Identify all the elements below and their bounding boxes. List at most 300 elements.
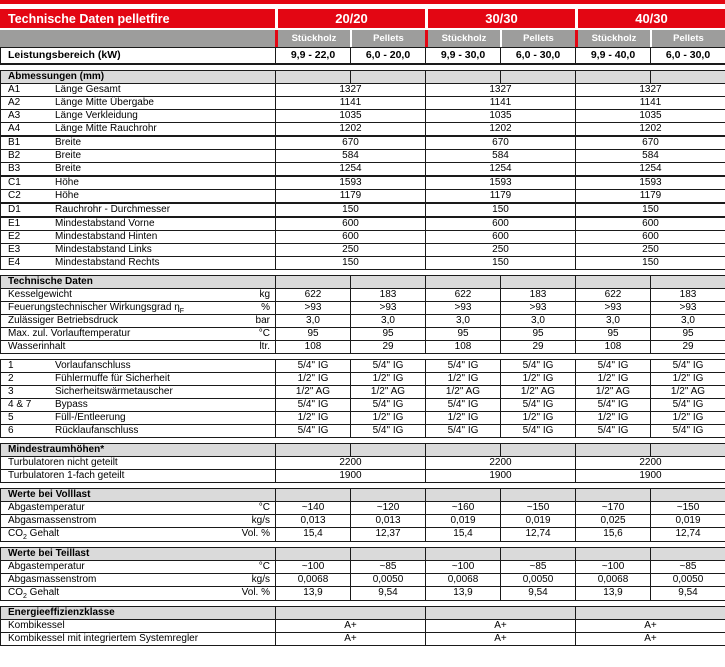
row-label-cell <box>1 424 276 437</box>
table-row <box>1 301 725 314</box>
table-row <box>1 411 725 424</box>
table-row <box>1 96 725 109</box>
value-cell: 183 <box>501 288 576 301</box>
row-unit: ltr. <box>259 340 270 352</box>
value-cell: 1/2" AG <box>276 385 351 398</box>
section-title-cell <box>1 488 276 501</box>
section-table <box>0 70 725 270</box>
section-title: Werte bei Teillast <box>8 547 90 559</box>
table-row <box>1 203 725 217</box>
row-code: C1 <box>8 176 21 188</box>
row-label: Abgastemperatur <box>8 501 85 513</box>
value-cell: A+ <box>426 619 576 632</box>
row-label-wrap <box>1 150 275 162</box>
value-cell: 13,9 <box>576 586 651 600</box>
value-cell: 5/4" IG <box>276 359 351 372</box>
page-title: Technische Daten pelletfire <box>0 9 275 28</box>
section-title-cell <box>1 606 276 619</box>
section-header-cell <box>501 275 576 288</box>
value-cell: 0,0068 <box>276 573 351 586</box>
value-cell: ~140 <box>276 501 351 514</box>
section-title-cell <box>1 547 276 560</box>
section-title-cell <box>1 443 276 456</box>
value-cell: 5/4" IG <box>351 359 426 372</box>
value-cell: 584 <box>276 149 426 162</box>
section-header-cell <box>501 547 576 560</box>
value-cell: 9,9 - 22,0 <box>276 48 351 64</box>
value-cell: 95 <box>576 327 651 340</box>
value-cell: 6,0 - 20,0 <box>351 48 426 64</box>
row-label: Leistungsbereich (kW) <box>8 49 121 62</box>
value-cell: 1/2" IG <box>651 372 725 385</box>
value-cell: 1/2" IG <box>576 411 651 424</box>
row-label-cell <box>1 162 276 176</box>
section-header-cell <box>351 443 426 456</box>
row-label-wrap <box>1 399 275 411</box>
value-cell: ~100 <box>576 560 651 573</box>
value-cell: 5/4" IG <box>426 424 501 437</box>
section-header-cell <box>651 547 725 560</box>
row-code: E4 <box>8 256 21 268</box>
section-header-cell <box>351 488 426 501</box>
value-cell: ~100 <box>276 560 351 573</box>
row-label: Breite <box>55 149 82 161</box>
row-label-wrap <box>1 386 275 398</box>
value-cell: 1179 <box>276 189 426 203</box>
table-row <box>1 256 725 269</box>
section-header-cell <box>426 443 501 456</box>
value-cell: >93 <box>651 301 725 314</box>
row-code: C2 <box>8 189 21 201</box>
table-row <box>1 176 725 190</box>
value-cell: 5/4" IG <box>426 359 501 372</box>
value-cell: 600 <box>276 230 426 243</box>
row-label-wrap <box>1 257 275 269</box>
value-cell: >93 <box>576 301 651 314</box>
section-table <box>0 359 725 438</box>
value-cell: 150 <box>576 256 725 269</box>
row-label: Rauchrohr - Durchmesser <box>55 203 171 215</box>
row-label: Mindestabstand Links <box>55 243 152 255</box>
value-cell: 183 <box>351 288 426 301</box>
value-cell: >93 <box>276 301 351 314</box>
row-label-wrap <box>1 110 275 122</box>
row-label-cell <box>1 327 276 340</box>
value-cell: 1/2" AG <box>651 385 725 398</box>
value-cell: 29 <box>501 340 576 353</box>
value-cell: >93 <box>351 301 426 314</box>
value-cell: 1141 <box>426 96 576 109</box>
value-cell: 1593 <box>426 176 576 190</box>
row-unit: °C <box>258 327 270 339</box>
section-header-cell <box>351 275 426 288</box>
value-cell: 1/2" IG <box>501 372 576 385</box>
value-cell: 1900 <box>576 469 725 482</box>
value-cell: 1035 <box>426 109 576 122</box>
value-cell: 183 <box>651 288 725 301</box>
value-cell: 0,019 <box>651 514 725 527</box>
fuel-header: Stückholz <box>428 30 500 47</box>
value-cell: A+ <box>426 632 576 645</box>
row-label-cell <box>1 560 276 573</box>
section-header-cell <box>276 606 426 619</box>
section-header-cell <box>276 443 351 456</box>
value-cell: 0,013 <box>351 514 426 527</box>
row-label: Breite <box>55 136 82 148</box>
value-cell: ~160 <box>426 501 501 514</box>
section-title: Abmessungen (mm) <box>8 70 105 82</box>
value-cell: 5/4" IG <box>576 398 651 411</box>
row-code: 4 & 7 <box>8 398 32 410</box>
row-code: B1 <box>8 136 21 148</box>
row-label-cell <box>1 372 276 385</box>
value-cell: 95 <box>426 327 501 340</box>
table-row <box>1 83 725 96</box>
section-header-cell <box>351 70 426 83</box>
row-label-cell <box>1 230 276 243</box>
row-label-cell <box>1 411 276 424</box>
table-row <box>1 48 725 64</box>
row-label-wrap <box>1 444 275 456</box>
row-label-cell <box>1 573 276 586</box>
row-label: Vorlaufanschluss <box>55 359 131 371</box>
value-cell: 15,6 <box>576 527 651 541</box>
section-header-row <box>1 443 725 456</box>
fuel-header: Pellets <box>502 30 575 47</box>
row-unit: kg/s <box>251 514 270 526</box>
value-cell: 600 <box>426 217 576 231</box>
value-cell: 0,013 <box>276 514 351 527</box>
value-cell: 3,0 <box>276 314 351 327</box>
row-label-wrap <box>1 244 275 256</box>
row-label-wrap <box>1 84 275 96</box>
row-label: $CO_2$ Gehalt <box>8 528 60 541</box>
row-code: E2 <box>8 230 21 242</box>
value-cell: 600 <box>276 217 426 231</box>
table-row <box>1 514 725 527</box>
row-label-wrap <box>1 218 275 230</box>
value-cell: 1/2" IG <box>351 411 426 424</box>
value-cell: 95 <box>501 327 576 340</box>
value-cell: 5/4" IG <box>651 398 725 411</box>
table-row <box>1 230 725 243</box>
row-label-wrap <box>1 489 275 501</box>
value-cell: 0,025 <box>576 514 651 527</box>
value-cell: 13,9 <box>276 586 351 600</box>
value-cell: 15,4 <box>426 527 501 541</box>
section-header-row <box>1 275 725 288</box>
section-title: Energieeffizienzklasse <box>8 606 115 618</box>
row-label: Max. zul. Vorlauftemperatur <box>8 327 131 339</box>
section-title: Werte bei Volllast <box>8 488 91 500</box>
row-unit: % <box>261 301 270 313</box>
value-cell: >93 <box>501 301 576 314</box>
row-label: Fühlermuffe für Sicherheit <box>55 372 170 384</box>
value-cell: 9,9 - 40,0 <box>576 48 651 64</box>
value-cell: >93 <box>426 301 501 314</box>
row-label-cell <box>1 217 276 231</box>
value-cell: 1254 <box>576 162 725 176</box>
value-cell: 1327 <box>576 83 725 96</box>
section-header-cell <box>576 547 651 560</box>
value-cell: 12,37 <box>351 527 426 541</box>
table-row <box>1 109 725 122</box>
row-label-wrap <box>1 204 275 216</box>
row-label: Zulässiger Betriebsdruck <box>8 314 119 326</box>
value-cell: 670 <box>426 136 576 150</box>
row-label-cell <box>1 136 276 150</box>
value-cell: 2200 <box>276 456 426 469</box>
value-cell: 1/2" IG <box>576 372 651 385</box>
value-cell: 5/4" IG <box>351 424 426 437</box>
section-header-cell <box>651 275 725 288</box>
row-label-wrap <box>1 587 275 599</box>
section-header-row <box>1 606 725 619</box>
value-cell: 1202 <box>276 122 426 136</box>
row-label-cell <box>1 203 276 217</box>
row-code: 5 <box>8 411 14 423</box>
value-cell: 5/4" IG <box>276 424 351 437</box>
value-cell: A+ <box>576 619 725 632</box>
row-code: E3 <box>8 243 21 255</box>
row-label-cell <box>1 632 276 645</box>
value-cell: ~170 <box>576 501 651 514</box>
row-label-wrap <box>1 620 275 632</box>
row-label-cell <box>1 359 276 372</box>
row-label-wrap <box>1 49 275 61</box>
value-cell: 0,0050 <box>651 573 725 586</box>
value-cell: 250 <box>276 243 426 256</box>
value-cell: 5/4" IG <box>276 398 351 411</box>
section-header-cell <box>426 606 576 619</box>
value-cell: 584 <box>576 149 725 162</box>
section-header-row <box>1 488 725 501</box>
row-label-wrap <box>1 360 275 372</box>
section-header-cell <box>576 488 651 501</box>
value-cell: 1254 <box>276 162 426 176</box>
value-cell: 584 <box>426 149 576 162</box>
row-label-cell <box>1 189 276 203</box>
section-table <box>0 488 725 542</box>
row-label-cell <box>1 48 276 64</box>
fuel-header-row <box>0 30 725 47</box>
row-label-cell <box>1 385 276 398</box>
row-label-wrap <box>1 607 275 619</box>
value-cell: 622 <box>426 288 501 301</box>
row-label: Wasserinhalt <box>8 340 66 352</box>
row-label-wrap <box>1 515 275 527</box>
section-table <box>0 547 725 601</box>
table-row <box>1 573 725 586</box>
value-cell: 150 <box>426 203 576 217</box>
row-label-wrap <box>1 97 275 109</box>
table-row <box>1 149 725 162</box>
row-label-cell <box>1 469 276 482</box>
value-cell: 670 <box>276 136 426 150</box>
table-row <box>1 372 725 385</box>
value-cell: 108 <box>276 340 351 353</box>
value-cell: 5/4" IG <box>651 424 725 437</box>
value-cell: 9,9 - 30,0 <box>426 48 501 64</box>
row-label-wrap <box>1 289 275 301</box>
table-row <box>1 162 725 176</box>
value-cell: ~120 <box>351 501 426 514</box>
row-label: Höhe <box>55 189 79 201</box>
section-header-cell <box>276 488 351 501</box>
value-cell: 0,0050 <box>501 573 576 586</box>
row-label-cell <box>1 619 276 632</box>
row-label: Länge Mitte Rauchrohr <box>55 122 157 134</box>
value-cell: 0,0050 <box>351 573 426 586</box>
section-header-row <box>1 70 725 83</box>
section-header-cell <box>651 488 725 501</box>
value-cell: 95 <box>276 327 351 340</box>
row-code: 3 <box>8 385 14 397</box>
row-label-cell <box>1 109 276 122</box>
value-cell: 1/2" IG <box>651 411 725 424</box>
value-cell: 1/2" IG <box>276 411 351 424</box>
value-cell: 0,0068 <box>426 573 501 586</box>
row-label-cell <box>1 83 276 96</box>
value-cell: 0,0068 <box>576 573 651 586</box>
row-code: 6 <box>8 424 14 436</box>
value-cell: 0,019 <box>426 514 501 527</box>
table-row <box>1 136 725 150</box>
row-label: Länge Verkleidung <box>55 109 138 121</box>
table-row <box>1 586 725 600</box>
value-cell: 1/2" AG <box>501 385 576 398</box>
table-row <box>1 501 725 514</box>
value-cell: 1327 <box>276 83 426 96</box>
section-title-cell <box>1 275 276 288</box>
section-header-cell <box>276 275 351 288</box>
section-header-cell <box>501 70 576 83</box>
row-label-wrap <box>1 341 275 353</box>
section-table <box>0 47 725 65</box>
value-cell: 12,74 <box>501 527 576 541</box>
value-cell: 600 <box>576 217 725 231</box>
row-code: D1 <box>8 203 21 215</box>
table-row <box>1 527 725 541</box>
row-label-cell <box>1 398 276 411</box>
section-header-cell <box>276 547 351 560</box>
row-label-cell <box>1 122 276 136</box>
row-label-wrap <box>1 457 275 469</box>
model-header: 40/30 <box>578 9 725 28</box>
row-label-wrap <box>1 633 275 645</box>
row-label-cell <box>1 301 276 314</box>
row-unit: Vol. % <box>241 587 270 598</box>
table-row <box>1 122 725 136</box>
row-unit: °C <box>258 501 270 513</box>
row-label: Bypass <box>55 398 88 410</box>
value-cell: 5/4" IG <box>501 424 576 437</box>
value-cell: 29 <box>651 340 725 353</box>
table-row <box>1 456 725 469</box>
value-cell: 5/4" IG <box>576 359 651 372</box>
value-cell: 1/2" IG <box>276 372 351 385</box>
row-label: Länge Gesamt <box>55 83 121 95</box>
value-cell: 1/2" IG <box>501 411 576 424</box>
row-label-wrap <box>1 328 275 340</box>
row-unit: bar <box>255 314 270 326</box>
section-header-cell <box>576 70 651 83</box>
row-label-cell <box>1 527 276 541</box>
row-unit: kg/s <box>251 573 270 585</box>
value-cell: 108 <box>576 340 651 353</box>
row-label: Mindestabstand Vorne <box>55 217 155 229</box>
value-cell: 15,4 <box>276 527 351 541</box>
fuel-header: Stückholz <box>278 30 350 47</box>
value-cell: 3,0 <box>651 314 725 327</box>
value-cell: 1254 <box>426 162 576 176</box>
row-label-cell <box>1 176 276 190</box>
section-header-cell <box>426 70 501 83</box>
table-header-row <box>0 9 725 28</box>
value-cell: 1035 <box>576 109 725 122</box>
value-cell: 1/2" AG <box>426 385 501 398</box>
value-cell: 1327 <box>426 83 576 96</box>
row-label: Turbulatoren nicht geteilt <box>8 456 118 468</box>
value-cell: 1/2" IG <box>351 372 426 385</box>
row-label-wrap <box>1 561 275 573</box>
row-label: Rücklaufanschluss <box>55 424 139 436</box>
section-header-cell <box>576 606 725 619</box>
row-label-cell <box>1 340 276 353</box>
row-label: Mindestabstand Hinten <box>55 230 158 242</box>
section-header-cell <box>276 70 351 83</box>
value-cell: 3,0 <box>426 314 501 327</box>
table-row <box>1 424 725 437</box>
value-cell: 9,54 <box>501 586 576 600</box>
section-header-cell <box>651 443 725 456</box>
value-cell: 13,9 <box>426 586 501 600</box>
row-label: Länge Mitte Übergabe <box>55 96 154 108</box>
row-label-wrap <box>1 528 275 540</box>
value-cell: 250 <box>576 243 725 256</box>
value-cell: 600 <box>576 230 725 243</box>
value-cell: ~150 <box>501 501 576 514</box>
row-label-wrap <box>1 177 275 189</box>
row-label-wrap <box>1 425 275 437</box>
row-label-wrap <box>1 123 275 135</box>
value-cell: 9,54 <box>651 586 725 600</box>
value-cell: ~100 <box>426 560 501 573</box>
fuel-header: Pellets <box>352 30 425 47</box>
fuel-header-spacer <box>0 30 275 47</box>
row-code: 2 <box>8 372 14 384</box>
value-cell: 1593 <box>576 176 725 190</box>
row-label: Mindestabstand Rechts <box>55 256 160 268</box>
value-cell: 622 <box>576 288 651 301</box>
row-code: A1 <box>8 83 21 95</box>
row-unit: Vol. % <box>241 528 270 539</box>
value-cell: 622 <box>276 288 351 301</box>
table-row <box>1 359 725 372</box>
value-cell: 1/2" IG <box>426 411 501 424</box>
table-row <box>1 288 725 301</box>
value-cell: 6,0 - 30,0 <box>501 48 576 64</box>
section-title: Technische Daten <box>8 275 93 287</box>
row-label-wrap <box>1 373 275 385</box>
section-header-cell <box>351 547 426 560</box>
value-cell: ~85 <box>501 560 576 573</box>
row-code: B3 <box>8 162 21 174</box>
value-cell: 2200 <box>426 456 576 469</box>
value-cell: 670 <box>576 136 725 150</box>
table-row <box>1 469 725 482</box>
table-row <box>1 327 725 340</box>
